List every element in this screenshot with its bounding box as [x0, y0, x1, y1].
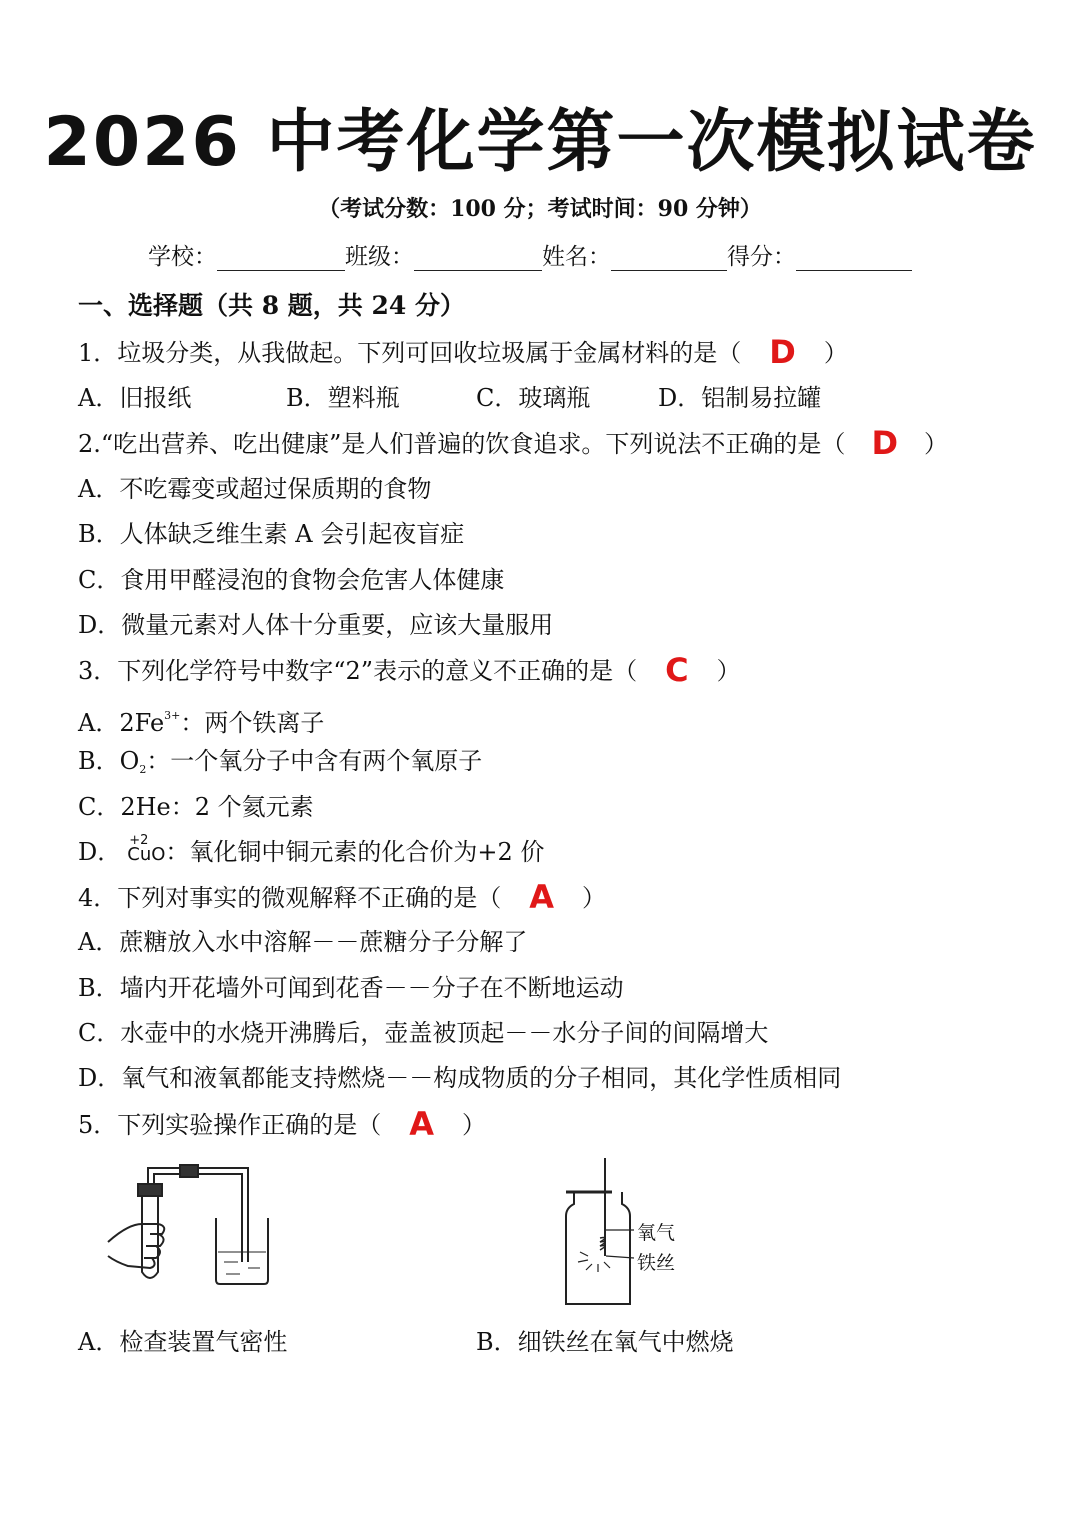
class-blank[interactable]	[414, 244, 542, 271]
question-1-option-d: D．铝制易拉罐	[658, 384, 822, 412]
valence-label: +2	[129, 833, 149, 848]
option-b-text: ：一个氧分子中含有两个氧原子	[146, 747, 483, 775]
question-2-option-b: B．人体缺乏维生素 A 会引起夜盲症	[78, 520, 465, 548]
oxygen-label: 氧气	[637, 1222, 676, 1244]
question-2-answer: D	[871, 424, 898, 462]
iron-wire-label: 铁丝	[637, 1252, 676, 1274]
question-2-stem	[78, 424, 948, 462]
question-1-options	[78, 382, 821, 414]
question-3-stem	[78, 651, 741, 689]
score-label: 得分：	[727, 244, 796, 270]
question-4-text: 4．下列对事实的微观解释不正确的是（	[78, 884, 502, 912]
question-2-text: 2.“吃出营养、吃出健康”是人们普遍的饮食追求。下列说法不正确的是（	[78, 430, 846, 458]
option-a-text: ：两个铁离子	[180, 709, 325, 737]
question-2-option-a: A．不吃霉变或超过保质期的食物	[78, 475, 432, 503]
exam-title: 2026 中考化学第一次模拟试卷	[43, 103, 1037, 182]
question-5-answer: A	[409, 1105, 435, 1143]
figure-a-caption: A．检查装置气密性	[78, 1328, 288, 1356]
question-5-stem	[78, 1105, 487, 1143]
iron-wire-combustion-lines	[566, 1158, 634, 1304]
figure-b-caption: B．细铁丝在氧气中燃烧	[476, 1328, 734, 1356]
question-4-stem	[78, 878, 607, 916]
section-title: 一、选择题（共 8 题，共 24 分）	[78, 291, 466, 320]
name-blank[interactable]	[611, 244, 727, 271]
question-3-option-a	[78, 700, 324, 739]
question-1-option-c: C．玻璃瓶	[476, 384, 591, 412]
question-2-option-d: D．微量元素对人体十分重要，应该大量服用	[78, 611, 554, 639]
question-3-close: ）	[716, 657, 741, 685]
question-4-option-a: A．蔗糖放入水中溶解－－蔗糖分子分解了	[78, 928, 528, 956]
option-b-prefix: B．O	[78, 747, 140, 775]
question-2-option-c: C．食用甲醛浸泡的食物会危害人体健康	[78, 566, 505, 594]
iron-ion-charge: 3+	[164, 709, 181, 722]
question-3-option-c: C．2He：2 个氦元素	[78, 793, 314, 821]
question-5-close: ）	[462, 1111, 487, 1139]
question-1-option-a: A．旧报纸	[78, 384, 192, 412]
question-3-text: 3．下列化学符号中数字“2”表示的意义不正确的是（	[78, 657, 638, 685]
airtightness-apparatus-figure	[98, 1162, 278, 1290]
question-4-option-c: C．水壶中的水烧开沸腾后，壶盖被顶起－－水分子间的间隔增大	[78, 1019, 769, 1047]
exam-subtitle: （考试分数：100 分；考试时间：90 分钟）	[318, 196, 762, 222]
question-3-option-b	[78, 745, 482, 786]
question-4-close: ）	[582, 884, 607, 912]
class-label: 班级：	[345, 244, 414, 270]
formula-text: CuO	[127, 844, 166, 865]
school-blank[interactable]	[217, 244, 345, 271]
option-a-prefix: A．2Fe	[78, 709, 165, 737]
option-d-prefix: D．	[78, 838, 122, 866]
question-4-option-b: B．墙内开花墙外可闻到花香－－分子在不断地运动	[78, 974, 624, 1002]
option-d-text: ：氧化铜中铜元素的化合价为+2 价	[165, 838, 545, 866]
question-4-option-d: D．氧气和液氧都能支持燃烧－－构成物质的分子相同，其化学性质相同	[78, 1064, 842, 1092]
question-2-close: ）	[924, 430, 948, 458]
question-4-answer: A	[529, 878, 555, 916]
school-label: 学校：	[148, 244, 217, 270]
question-1-close: ）	[823, 339, 848, 367]
question-3-answer: C	[665, 651, 689, 689]
score-blank[interactable]	[796, 244, 912, 271]
name-label: 姓名：	[542, 244, 611, 270]
oxygen-subscript: 2	[139, 763, 147, 776]
question-1-option-b: B．塑料瓶	[286, 384, 400, 412]
airtightness-apparatus-lines	[108, 1165, 268, 1284]
question-3-option-d	[78, 833, 545, 871]
copper-oxide-formula	[127, 833, 166, 871]
iron-wire-combustion-figure	[560, 1156, 700, 1312]
question-1-answer: D	[769, 333, 796, 371]
student-info-row	[148, 238, 912, 271]
question-1-stem	[78, 333, 848, 371]
question-1-text: 1．垃圾分类，从我做起。下列可回收垃圾属于金属材料的是（	[78, 339, 742, 367]
question-5-text: 5．下列实验操作正确的是（	[78, 1111, 382, 1139]
